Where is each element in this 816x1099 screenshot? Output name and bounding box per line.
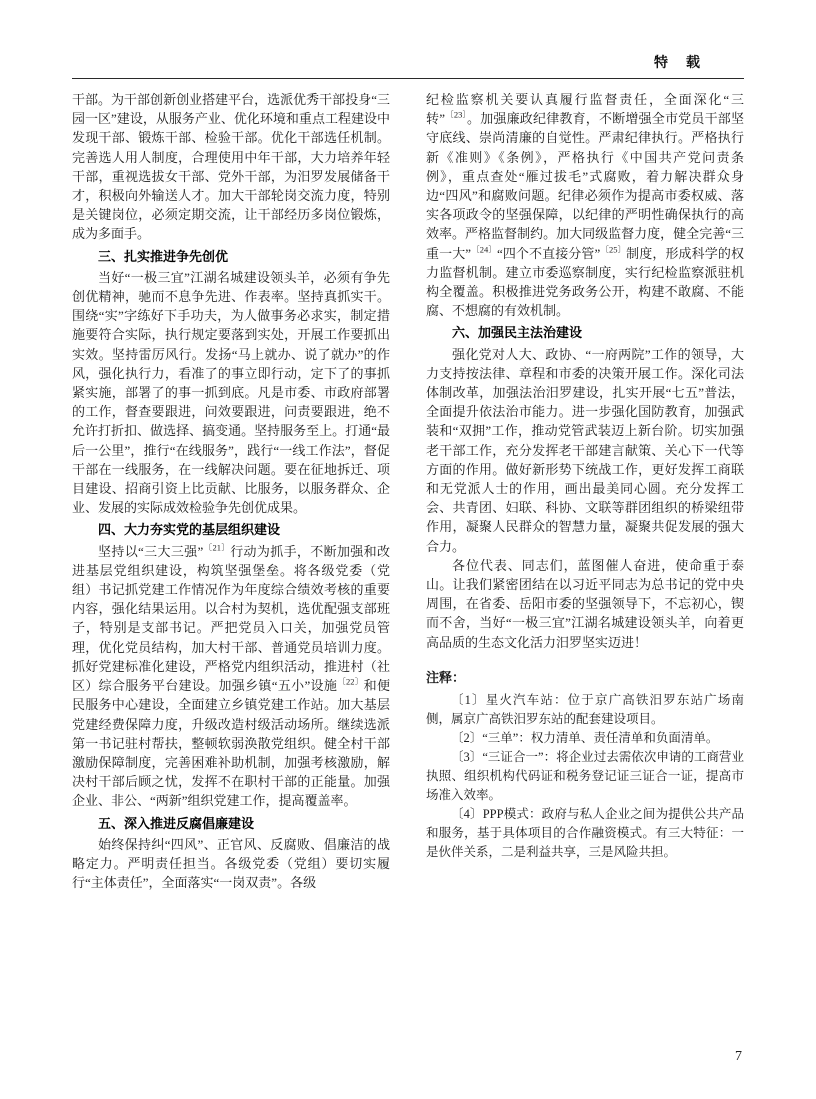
- body-paragraph: 当好“一极三宜”江湖名城建设领头羊，必须有争先创优精神，驰而不息争先进、作表率。坚持真抓实干。围绕“实”字练好下手功夫，为人做事务必求实，制定措施要符合实际，执行规定要落到实处，开展工作要抓出实效。坚持雷厉风行。发扬“马上就办、说了就办”的作风，强化执行力，看准了的事立即行动，定下了的事抓紧实施，部署了的事一抓到底。凡是市委、市政府部署的工作，督查要跟进，问效要跟进，问责要跟进，绝不允许打折扣、做选择、搞变通。坚持服务至上。打通“最后一公里”，推行“在线服务”，践行“一线工作法”，督促干部在一线服务，在一线解决问题。要在征地拆迁、项目建设、招商引资上比贡献、比服务，以服务群众、企业、发展的实际成效检验争先创优成果。: [72, 269, 390, 516]
- header-rule: [72, 78, 744, 79]
- footnote-ref: 〔24〕: [471, 244, 497, 255]
- note-paragraph: 〔4〕PPP模式：政府与私人企业之间为提供公共产品和服务，基于具体项目的合作融资模式。有三大特征：一是伙伴关系，二是利益共享，三是风险共担。: [426, 807, 744, 860]
- body-paragraph: 纪检监察机关要认真履行监督责任，全面深化“三转”$^{〔23〕}$。加强廉政纪律教育，不断增强全市党员干部坚守底线、崇尚清廉的自觉性。严肃纪律执行。严格执行新《准则》《条例》，严格执行《中国共产党问责条例》，重点查处“雁过拔毛”式腐败，着力解决群众身边“四风”和腐败问题。纪律必须作为提高市委权威、落实各项政令的坚强保障，以纪律的严明性确保执行的高效率。严格监督制约。加大同级监督力度，健全完善“三重一大”$^{〔24〕}$“四个不直接分管”$^{〔25〕}$制度，形成科学的权力监督机制。建立市委巡察制度，实行纪检监察派驻机构全覆盖。积极推进党务政务公开，构建不敢腐、不能腐、不想腐的有效机制。: [426, 92, 744, 319]
- body-paragraph: 始终保持纠“四风”、正官风、反腐败、倡廉洁的战略定力。严明责任担当。各级党委（党组）要切实履行“主体责任”，全面落实“一岗双责”。各级: [72, 836, 390, 891]
- column-right: [426, 90, 744, 892]
- section-heading: 四、大力夯实党的基层组织建设: [98, 522, 281, 538]
- footnote-ref: 〔25〕: [600, 244, 627, 255]
- note-paragraph: 〔3〕“三证合一”：将企业过去需依次申请的工商营业执照、组织机构代码证和税务登记证三证合一证，提高市场准入效率。: [426, 750, 744, 803]
- body-paragraph: 各位代表、同志们，蓝图催人奋进，使命重于泰山。让我们紧密团结在以习近平同志为总书记的党中央周围，在省委、岳阳市委的坚强领导下，不忘初心，锲而不舍，当好“一极三宜”江湖名城建设领头羊，向着更高品质的生态文化活力汨罗坚实迈进！: [426, 557, 744, 650]
- notes-title: 注释：: [426, 669, 466, 685]
- section-heading: 五、深入推进反腐倡廉建设: [98, 815, 255, 831]
- page-number: 7: [735, 1049, 742, 1064]
- body-paragraph: 干部。为干部创新创业搭建平台，选派优秀干部投身“三园一区”建设，从服务产业、优化环境和重点工程建设中发现干部、锻炼干部、检验干部。优化干部选任机制。完善选人用人制度，合理使用中年干部，大力培养年轻干部，重视选拔女干部、党外干部，为汨罗发展储备干才，积极向外输送人才。加大干部轮岗交流力度，特别是关键岗位，必须定期交流，让干部经历多岗位锻炼，成为多面手。: [72, 92, 390, 242]
- section-heading: 三、扎实推进争先创优: [98, 248, 229, 264]
- section-heading: 六、加强民主法治建设: [452, 325, 583, 341]
- body-paragraph: 坚持以“三大三强”$^{〔21〕}$行动为抓手，不断加强和改进基层党组织建设，构筑坚强堡垒。将各级党委（党组）书记抓党建工作情况作为年度综合绩效考核的重要内容，强化结果运用。以合村为契机，选优配强支部班子，特别是支部书记。严把党员入口关，加强党员管理，优化党员结构，加大村干部、普通党员培训力度。抓好党建标准化建设，严格党内组织活动，推进村（社区）综合服务平台建设。加强乡镇“五小”设施$^{〔22〕}$和便民服务中心建设，全面建立乡镇党建工作站。加大基层党建经费保障力度，升级改造村级活动场所。继续选派第一书记驻村帮扶，整顿软弱涣散党组织。健全村干部激励保障制度，完善困难补助机制，加强考核激励，解决村干部后顾之忧，发挥不在职村干部的正能量。加强企业、非公、“两新”组织党建工作，提高覆盖率。: [72, 542, 390, 809]
- section-label: 特 载: [654, 56, 702, 71]
- content: [72, 90, 744, 892]
- footnote-ref: 〔21〕: [203, 542, 231, 553]
- column-left: [72, 90, 390, 892]
- body-paragraph: 强化党对人大、政协、“一府两院”工作的领导，大力支持按法律、章程和市委的决策开展工作。深化司法体制改革，加强法治汨罗建设，扎实开展“七五”普法，全面提升依法治市能力。进一步强化国防教育，加强武装和“双拥”工作，推动党管武装迈上新台阶。切实加强老干部工作，充分发挥老干部建言献策、关心下一代等方面的作用。做好新形势下统战工作，更好发挥工商联和无党派人士的作用，画出最美同心圆。充分发挥工会、共青团、妇联、科协、文联等群团组织的桥梁纽带作用，凝聚人民群众的智慧力量，凝聚共促发展的强大合力。: [426, 346, 744, 554]
- footnote-ref: 〔23〕: [444, 109, 468, 120]
- note-paragraph: 〔1〕星火汽车站：位于京广高铁汨罗东站广场南侧，属京广高铁汨罗东站的配套建设项目。: [426, 693, 744, 727]
- page-header: [72, 52, 744, 79]
- note-paragraph: 〔2〕“三单”：权力清单、责任清单和负面清单。: [451, 731, 719, 746]
- footnote-ref: 〔22〕: [337, 676, 364, 687]
